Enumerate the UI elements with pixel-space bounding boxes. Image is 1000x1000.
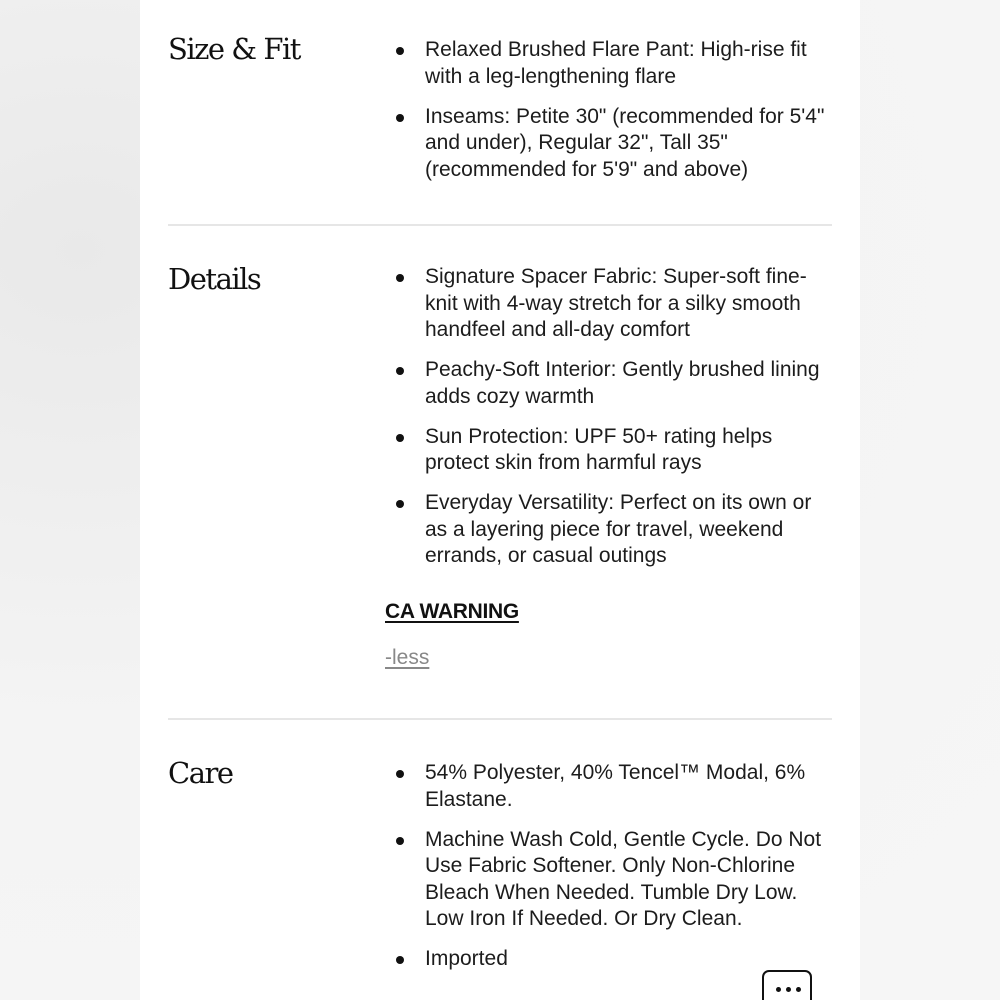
section-divider [168, 718, 832, 720]
list-item [425, 490, 835, 570]
list-item-text: Signature Spacer Fabric: Super-soft fine-knit with 4-way stretch for a silky smooth handfeel and all-day comfort [425, 265, 807, 341]
list-item-text: Peachy-Soft Interior: Gently brushed lining adds cozy warmth [425, 358, 820, 408]
bullet-icon [396, 500, 404, 508]
list-item [425, 104, 835, 184]
bullet-icon [396, 47, 404, 55]
list-item-text: Relaxed Brushed Flare Pant: High-rise fit with a leg-lengthening flare [425, 38, 807, 88]
list-item-text: Sun Protection: UPF 50+ rating helps protect skin from harmful rays [425, 424, 773, 474]
more-dots-icon [776, 987, 801, 992]
list-item [425, 357, 835, 410]
list-item [425, 264, 835, 344]
list-item-text: Inseams: Petite 30" (recommended for 5'4" and under), Regular 32", Tall 35" (recommended for 5'9" and above) [425, 104, 825, 181]
bullet-icon [396, 837, 404, 845]
details-list [425, 264, 835, 583]
details-title: Details [168, 262, 261, 296]
list-item [425, 946, 835, 973]
bullet-icon [396, 367, 404, 375]
list-item-text: Imported [425, 947, 508, 970]
care-title: Care [168, 756, 233, 790]
care-list [425, 760, 835, 986]
bullet-icon [396, 114, 404, 122]
chat-button[interactable] [762, 970, 812, 1000]
bullet-icon [396, 956, 404, 964]
ca-warning-link[interactable]: CA WARNING [385, 600, 519, 623]
bullet-icon [396, 770, 404, 778]
list-item [425, 760, 835, 813]
bullet-icon [396, 274, 404, 282]
list-item-text: Everyday Versatility: Perfect on its own or as a layering piece for travel, weekend errands, or casual outings [425, 491, 812, 567]
list-item-text: 54% Polyester, 40% Tencel™ Modal, 6% Elastane. [425, 761, 806, 811]
section-divider [168, 224, 832, 226]
list-item-text: Machine Wash Cold, Gentle Cycle. Do Not Use Fabric Softener. Only Non-Chlorine Bleach When Needed. Tumble Dry Low. Low Iron If Needed. Or Dry Clean. [425, 827, 822, 930]
list-item [425, 37, 835, 90]
bullet-icon [396, 434, 404, 442]
list-item [425, 424, 835, 477]
size-fit-list [425, 37, 835, 197]
list-item [425, 827, 835, 933]
size-fit-title: Size & Fit [168, 32, 300, 66]
show-less-link[interactable]: -less [385, 646, 430, 669]
